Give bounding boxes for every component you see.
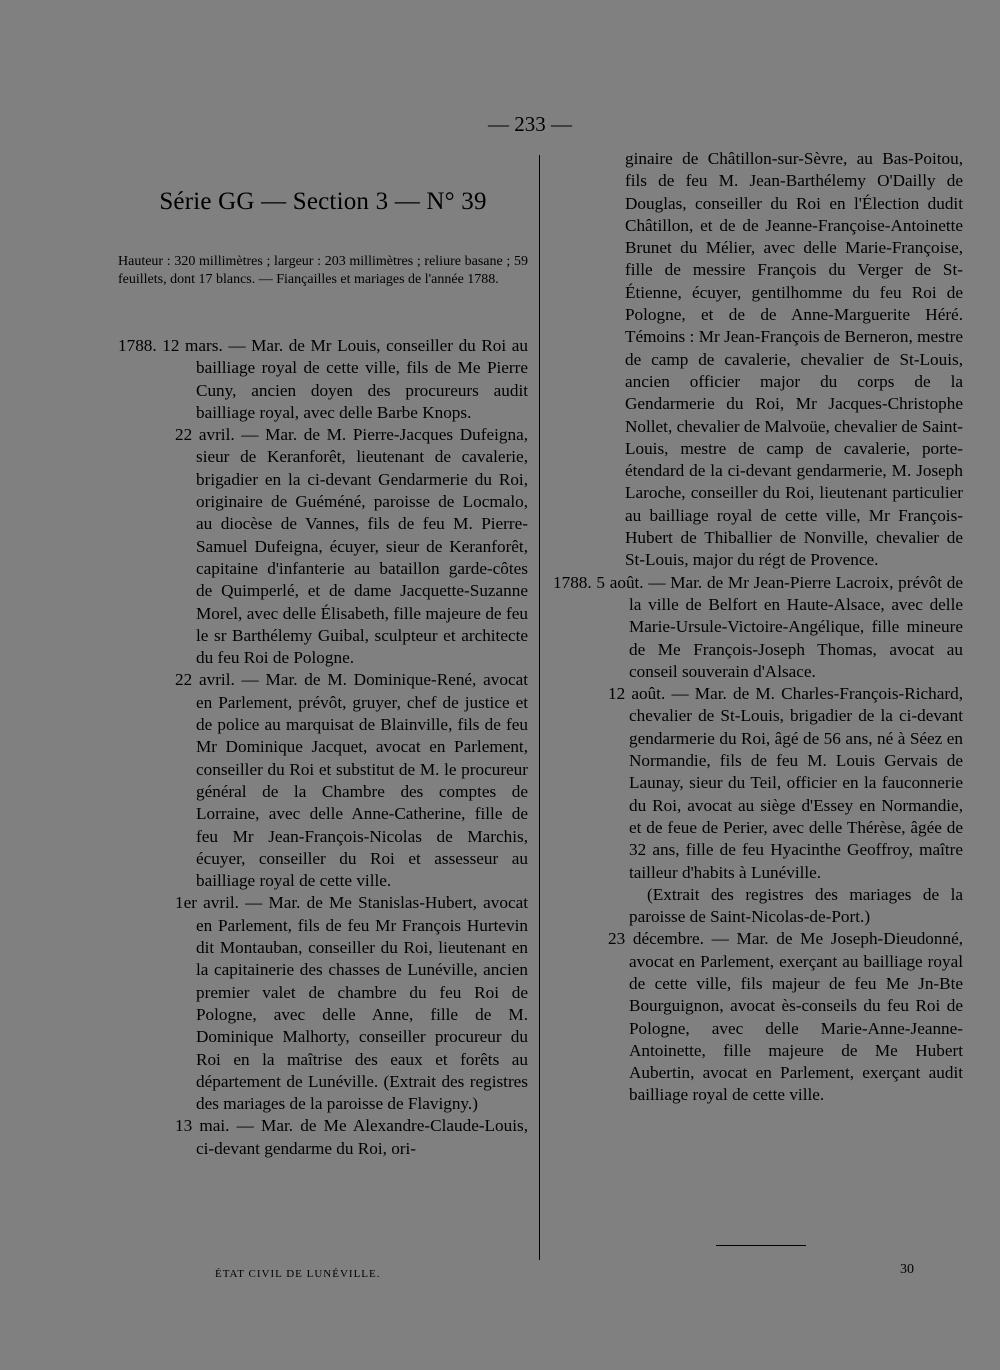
end-rule bbox=[716, 1245, 806, 1246]
entry-paragraph: 1er avril. — Mar. de Me Stanislas-Hubert, avocat en Parlement, fils de feu Mr François Hurtevin dit Montauban, conseiller du Roi, lieutenant en la capitainerie des chasses de Lunéville, ancien premier valet de chambre du feu Roi de Pologne, avec delle Anne, fille de M. Dominique Malhorty, conseiller procureur du Roi en la maîtrise des eaux et forêts au département de Lunéville. (Extrait des registres des mariages de la paroisse de Flavigny.) bbox=[175, 893, 528, 1114]
series-title: Série GG — Section 3 — N° 39 bbox=[159, 188, 487, 215]
entry-paragraph: 13 mai. — Mar. de Me Alexandre-Claude-Louis, ci-devant gendarme du Roi, ori- bbox=[175, 1116, 528, 1158]
series-description: Hauteur : 320 millimètres ; largeur : 203 millimètres ; reliure basane ; 59 feuillets, dont 17 blancs. — Fiançailles et mariages de l'année 1788. bbox=[118, 254, 528, 287]
left-column bbox=[118, 335, 528, 1160]
column-divider bbox=[539, 155, 540, 1260]
entry-paragraph: 1788. 12 mars. — Mar. de Mr Louis, conseiller du Roi au bailliage royal de cette ville, fils de Me Pierre Cuny, ancien doyen des procureurs audit bailliage royal, avec delle Barbe Knops. bbox=[118, 336, 528, 422]
extract-note: (Extrait des registres des mariages de la paroisse de Saint-Nicolas-de-Port.) bbox=[629, 884, 963, 927]
entry-paragraph: 1788. 5 août. — Mar. de Mr Jean-Pierre Lacroix, prévôt de la ville de Belfort en Haute-Alsace, avec delle Marie-Ursule-Victoire-Angélique, fille mineure de Me François-Joseph Thomas, avocat au conseil souverain d'Alsace. bbox=[553, 572, 963, 681]
right-column bbox=[553, 148, 963, 1107]
footer-sheet-number: 30 bbox=[900, 1262, 914, 1277]
entry-paragraph: ginaire de Châtillon-sur-Sèvre, au Bas-Poitou, fils de feu M. Jean-Barthélemy O'Dailly de Douglas, conseiller du Roi en l'Élection dudit Châtillon, et de de Jeanne-Françoise-Antoinette Brunet du Mélier, avec delle Marie-Françoise, fille de messire François du Verger de St-Étienne, écuyer, gentilhomme du feu Roi de Pologne, et de de Anne-Marguerite Héré. Témoins : Mr Jean-François de Berneron, mestre de camp de cavalerie, chevalier de St-Louis, ancien officier major du corps de la Gendarmerie du Roi, Mr Jacques-Christophe Nollet, chevalier de Malvoüe, chevalier de Saint-Louis, mestre de camp de cavalerie, porte-étendard de la ci-devant gendarmerie, M. Joseph Laroche, conseiller du Roi, lieutenant particulier au bailliage royal de cette ville, Mr François-Hubert de Thiballier de Nonville, chevalier de St-Louis, major du régt de Provence. bbox=[625, 149, 963, 570]
entry-paragraph: 22 avril. — Mar. de M. Pierre-Jacques Dufeigna, sieur de Keranforêt, lieutenant de cavalerie, brigadier en la ci-devant Gendarmerie du Roi, originaire de Guéméné, paroisse de Locmalo, au diocèse de Vannes, fils de feu M. Pierre-Samuel Dufeigna, écuyer, sieur de Keranforêt, capitaine d'infanterie au bataillon garde-côtes de Quimperlé, et de dame Jacquette-Suzanne Morel, avec delle Élisabeth, fille majeure de feu le sr Barthélemy Guibal, sculpteur et architecte du feu Roi de Pologne. bbox=[175, 425, 528, 668]
page-number: — 233 — bbox=[488, 112, 572, 136]
entry-paragraph: 12 août. — Mar. de M. Charles-François-Richard, chevalier de St-Louis, brigadier de la ci-devant gendarmerie du Roi, âgé de 56 ans, né à Séez en Normandie, fils de feu M. Louis Gervais de Launay, sieur du Teil, officier en la fauconnerie du Roi, avocat au siège d'Essey en Normandie, et de feue de Perier, avec delle Thérèse, âgée de 32 ans, fille de feu Hyacinthe Geoffroy, maître tailleur d'habits à Lunéville. bbox=[608, 684, 963, 882]
entry-paragraph: 22 avril. — Mar. de M. Dominique-René, avocat en Parlement, prévôt, gruyer, chef de justice et de police au marquisat de Blainville, fils de feu Mr Dominique Jacquet, avocat en Parlement, conseiller du Roi et substitut de M. le procureur général de la Chambre des comptes de Lorraine, avec delle Anne-Catherine, fille de feu Mr Jean-François-Nicolas de Marchis, écuyer, conseiller du Roi et assesseur au bailliage royal de cette ville. bbox=[175, 670, 528, 891]
footer-signature: ÉTAT CIVIL DE LUNÉVILLE. bbox=[215, 1268, 381, 1280]
entry-paragraph: 23 décembre. — Mar. de Me Joseph-Dieudonné, avocat en Parlement, exerçant au bailliage royal de cette ville, fils majeur de feu Me Jn-Bte Bourguignon, avocat ès-conseils du feu Roi de Pologne, avec delle Marie-Anne-Jeanne-Antoinette, fille majeure de Me Hubert Aubertin, avocat en Parlement, exerçant audit bailliage royal de cette ville. bbox=[608, 929, 963, 1105]
